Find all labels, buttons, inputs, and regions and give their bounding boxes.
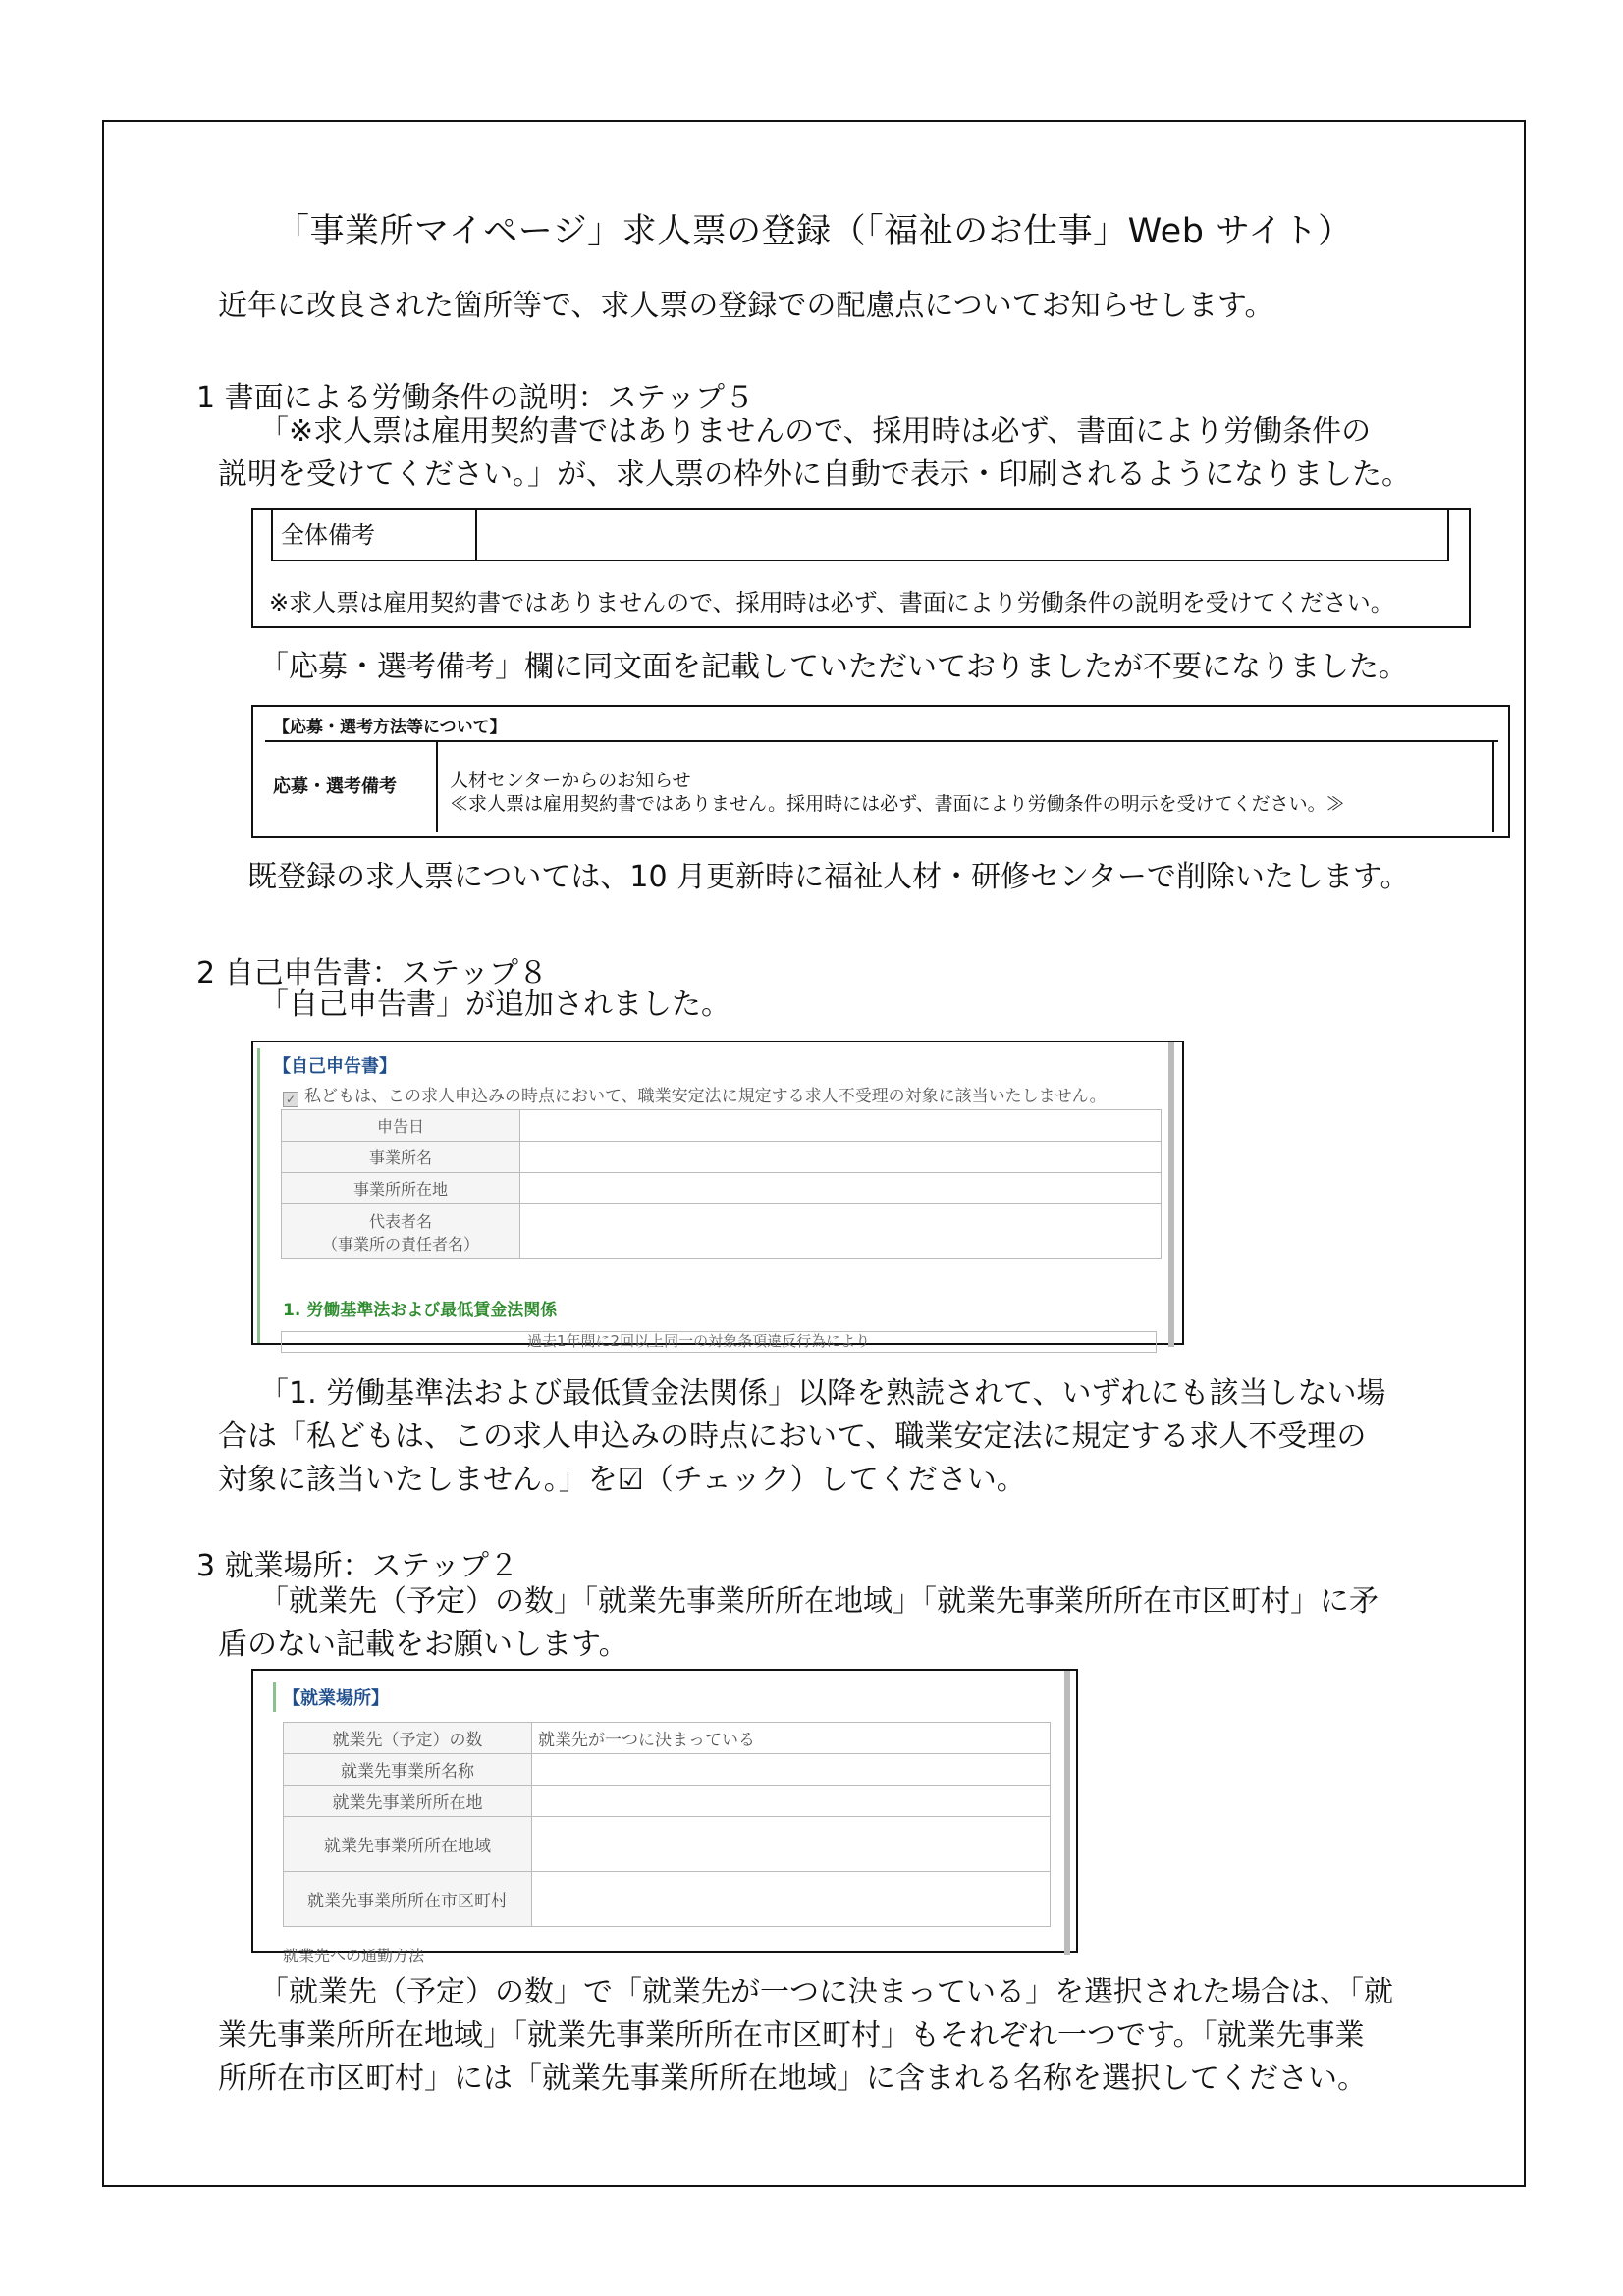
section1-paragraph3: 既登録の求人票については、10 月更新時に福祉人材・研修センターで削除いたします。 (247, 860, 1410, 894)
table-row (282, 1204, 1162, 1259)
selection-header: 【応募・選考方法等について】 (273, 718, 507, 737)
row-value-input[interactable] (520, 1173, 1162, 1204)
table-row (284, 1754, 1051, 1786)
table-row (284, 1723, 1051, 1754)
section1-paragraph2: 「応募・選考備考」欄に同文面を記載していただいておりましたが不要になりました。 (259, 650, 1408, 684)
table-row (284, 1872, 1051, 1927)
row-label-multi (282, 1204, 520, 1259)
cut-off-text: 就業先への通勤方法 (283, 1947, 425, 1965)
section3-paragraph1-line1: 「就業先（予定）の数」「就業先事業所所在地域」「就業先事業所所在市区町村」に矛 (259, 1584, 1379, 1619)
checkbox-icon[interactable]: ✓ (283, 1092, 298, 1107)
section2-paragraph2-line1: 「1. 労働基準法および最低賃金法関係」以降を熟読されて、いずれにも該当しない場 (259, 1376, 1386, 1411)
section2-paragraph2-line3: 対象に該当いたしません。」を☑（チェック）してください。 (218, 1463, 1026, 1497)
section3-paragraph2-line3: 所所在市区町村」には「就業先事業所所在地域」に含まれる名称を選択してください。 (218, 2061, 1367, 2096)
section1-paragraph-line2: 説明を受けてください。」が、求人票の枠外に自動で表示・印刷されるようになりました。 (218, 457, 1411, 492)
intro-text: 近年に改良された箇所等で、求人票の登録での配慮点についてお知らせします。 (218, 289, 1274, 323)
declaration-checkbox-text: 私どもは、この求人申込みの時点において、職業安定法に規定する求人不受理の対象に該当いたしません。 (304, 1087, 1107, 1106)
selection-value-line1: 人材センターからのお知らせ (450, 770, 691, 791)
section2-heading: 2 自己申告書：ステップ８ (196, 956, 549, 990)
section1-paragraph-line1: 「※求人票は雇用契約書ではありませんので、採用時は必ず、書面により労働条件の (259, 414, 1372, 449)
accent-bar (257, 1048, 260, 1343)
row-label-sub: （事業所の責任者名） (321, 1234, 479, 1254)
remarks-row (271, 510, 1449, 561)
row-value-input[interactable] (520, 1110, 1162, 1142)
page-title: 「事業所マイページ」求人票の登録（「福祉のお仕事」Web サイト） (275, 212, 1353, 251)
divider (1492, 740, 1494, 832)
work-location-title: 【就業場所】 (283, 1688, 389, 1709)
row-label: 就業先（予定）の数 (284, 1723, 532, 1754)
row-label: 就業先事業所所在市区町村 (284, 1872, 532, 1927)
subsection-title: 1. 労働基準法および最低賃金法関係 (283, 1301, 558, 1320)
declaration-checkbox-row (283, 1082, 1107, 1107)
section2-paragraph1: 「自己申告書」が追加されました。 (259, 988, 730, 1022)
cut-off-row (281, 1331, 1157, 1353)
screenshot-remarks (251, 508, 1471, 628)
section3-paragraph1-line2: 盾のない記載をお願いします。 (218, 1628, 628, 1662)
row-label: 事業所所在地 (282, 1173, 520, 1204)
row-value[interactable] (532, 1817, 1051, 1872)
row-label: 申告日 (282, 1110, 520, 1142)
table-row (282, 1142, 1162, 1173)
section1-heading: 1 書面による労働条件の説明：ステップ５ (196, 381, 755, 415)
row-value-input[interactable] (520, 1142, 1162, 1173)
row-value-input[interactable] (520, 1204, 1162, 1259)
divider (265, 740, 1498, 742)
self-declaration-title: 【自己申告書】 (273, 1056, 397, 1077)
selection-value-line2: ≪求人票は雇用契約書ではありません。採用時には必ず、書面により労働条件の明示を受けてください。≫ (450, 793, 1345, 815)
table-row (282, 1173, 1162, 1204)
row-value[interactable] (532, 1786, 1051, 1817)
screenshot-work-location (251, 1669, 1078, 1965)
work-location-table (283, 1722, 1051, 1927)
row-value[interactable] (532, 1754, 1051, 1786)
row-value[interactable] (532, 1872, 1051, 1927)
self-declaration-table (281, 1109, 1162, 1259)
row-label: 代表者名 (368, 1211, 432, 1231)
selection-label: 応募・選考備考 (273, 742, 438, 832)
row-value[interactable]: 就業先が一つに決まっている (532, 1723, 1051, 1754)
cut-off-text: 過去1年間に2回以上同一の対象条項違反行為により (527, 1332, 871, 1350)
row-label: 就業先事業所所在地域 (284, 1817, 532, 1872)
row-label: 事業所名 (282, 1142, 520, 1173)
section3-paragraph2-line1: 「就業先（予定）の数」で「就業先が一つに決まっている」を選択された場合は、「就 (259, 1975, 1393, 2009)
section3-heading: 3 就業場所：ステップ２ (196, 1549, 519, 1583)
scrollbar (1168, 1042, 1174, 1347)
row-label: 就業先事業所所在地 (284, 1786, 532, 1817)
remarks-note: ※求人票は雇用契約書ではありませんので、採用時は必ず、書面により労働条件の説明を受けてください。 (269, 589, 1394, 616)
table-row (282, 1110, 1162, 1142)
accent-bar (273, 1682, 276, 1712)
table-row (284, 1817, 1051, 1872)
section2-paragraph2-line2: 合は「私どもは、この求人申込みの時点において、職業安定法に規定する求人不受理の (218, 1419, 1367, 1454)
screenshot-self-declaration (251, 1041, 1184, 1350)
row-label: 就業先事業所名称 (284, 1754, 532, 1786)
remarks-label: 全体備考 (273, 510, 477, 560)
table-row (284, 1786, 1051, 1817)
section3-paragraph2-line2: 業先事業所所在地域」「就業先事業所所在市区町村」もそれぞれ一つです。「就業先事業 (218, 2018, 1365, 2053)
scrollbar (1064, 1671, 1070, 1955)
screenshot-selection-remarks (251, 705, 1510, 838)
